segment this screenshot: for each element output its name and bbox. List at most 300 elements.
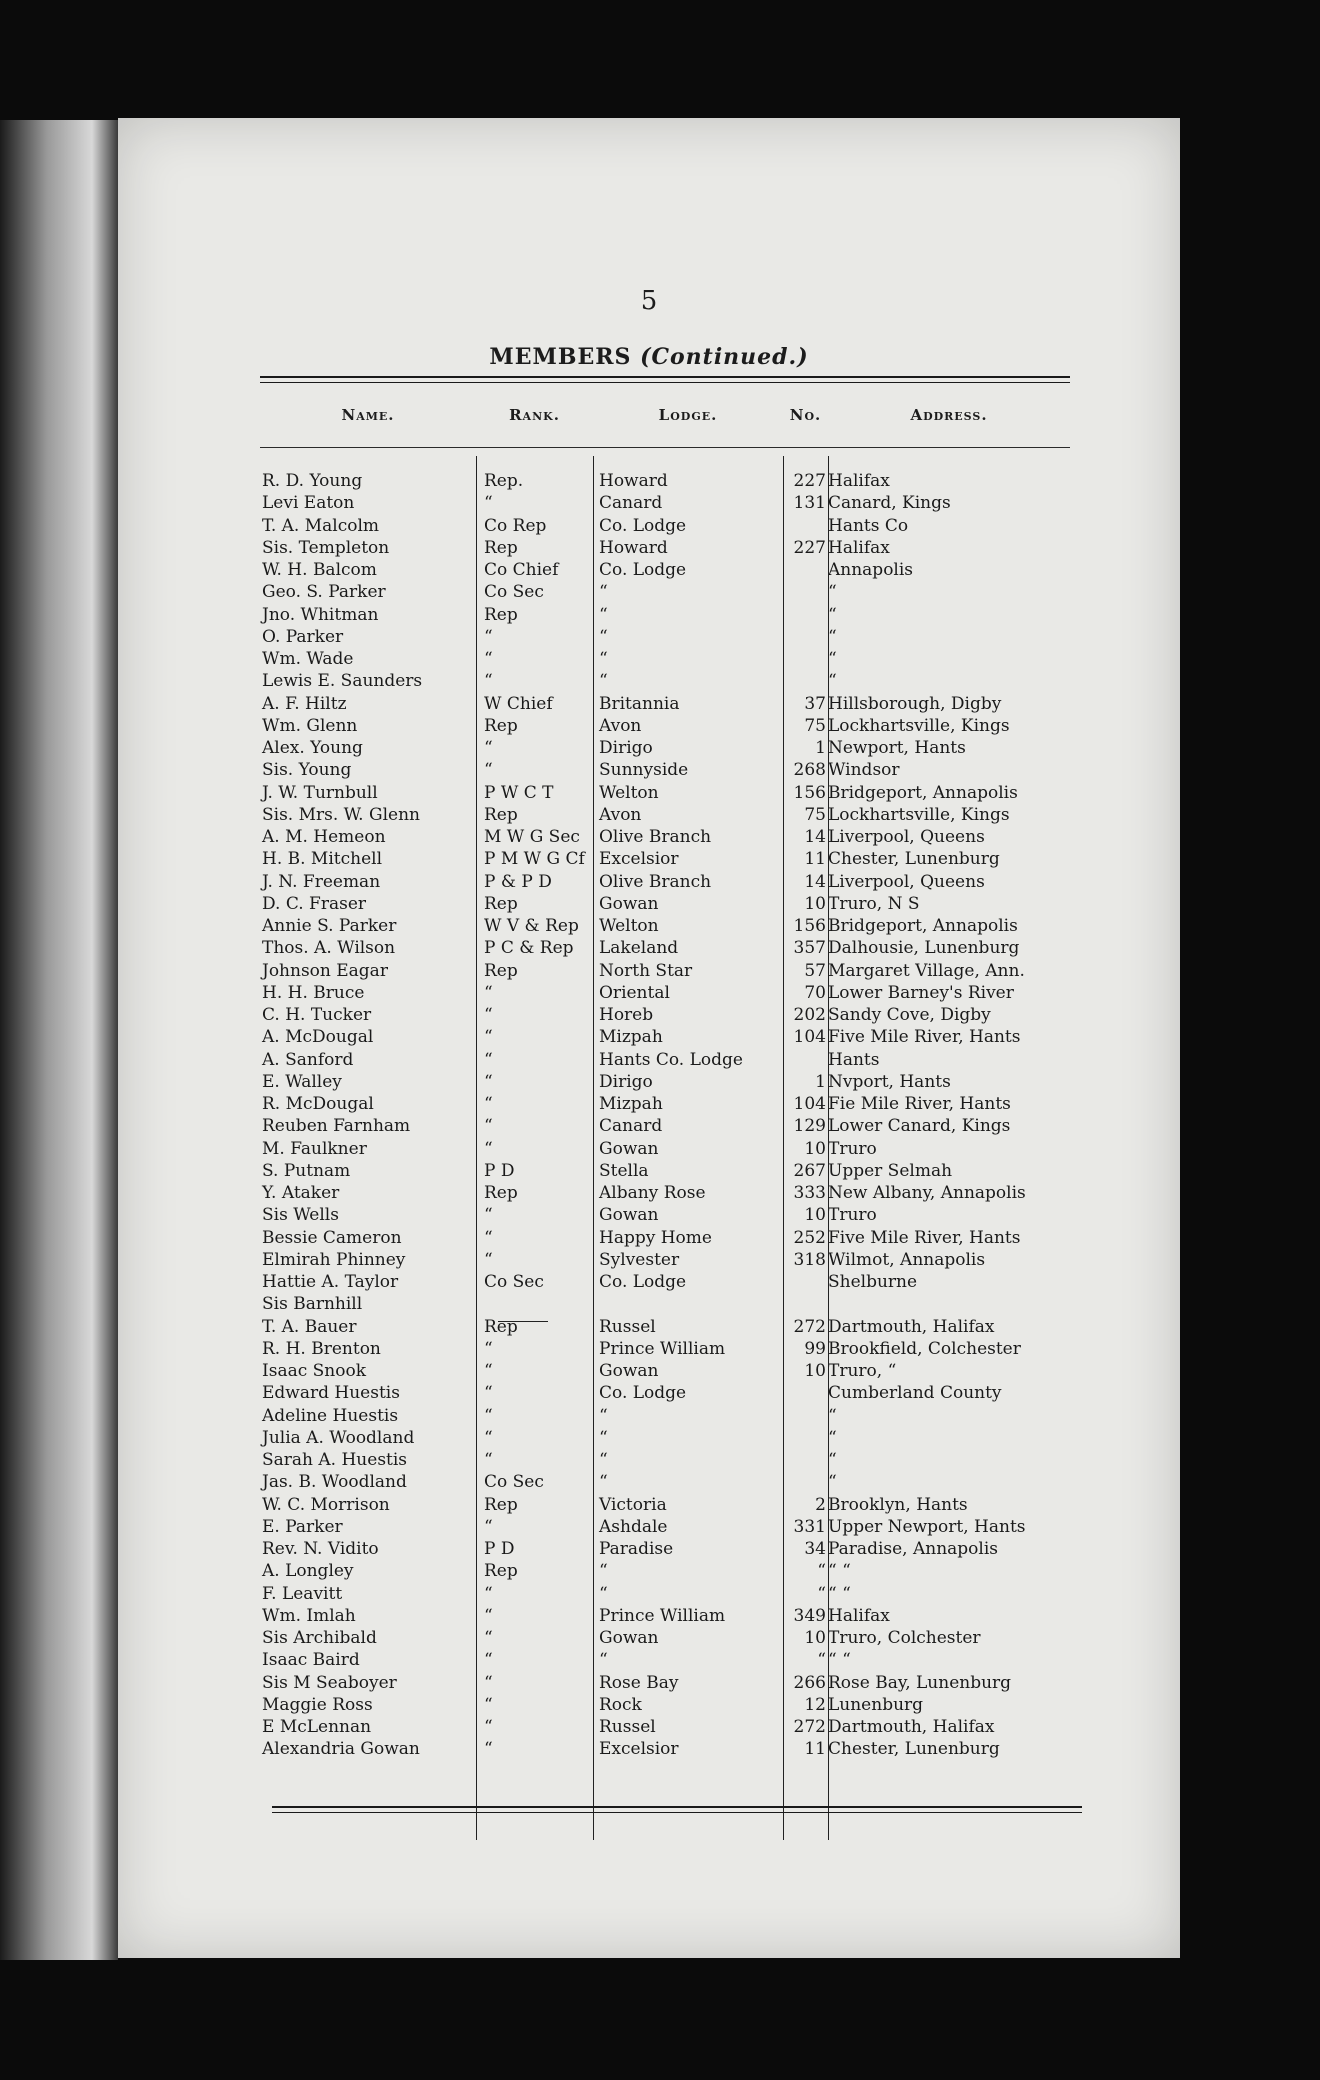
cell-name: Sis M Seaboyer <box>262 1672 397 1693</box>
cell-name: Geo. S. Parker <box>262 582 386 603</box>
cell-address: Wilmot, Annapolis <box>828 1249 986 1270</box>
header-rank: Rank. <box>509 406 560 424</box>
cell-name: F. Leavitt <box>262 1583 343 1604</box>
cell-name: R. McDougal <box>262 1094 374 1114</box>
cell-no: 10 <box>804 1138 826 1159</box>
cell-address: “ <box>828 582 837 603</box>
cell-rank: P C & Rep <box>484 938 574 959</box>
cell-lodge: “ <box>599 626 608 647</box>
table-row <box>260 1649 1070 1671</box>
cell-name: Hattie A. Taylor <box>262 1272 399 1292</box>
table-row <box>260 1071 1070 1093</box>
cell-rank: Co Sec <box>484 582 544 603</box>
cell-address: New Albany, Annapolis <box>828 1183 1026 1203</box>
cell-rank: “ <box>484 1049 493 1070</box>
cell-rank: “ <box>484 1450 493 1470</box>
table-row <box>260 1204 1070 1226</box>
title-continued: (Continued.) <box>640 344 809 370</box>
cell-lodge: Prince William <box>599 1338 726 1359</box>
table-row <box>260 1405 1070 1427</box>
cell-lodge: Olive Branch <box>599 871 712 892</box>
cell-no: 57 <box>804 960 826 981</box>
cell-address: Lunenburg <box>828 1694 924 1715</box>
cell-address: Truro, “ <box>828 1361 897 1381</box>
cell-address: Annapolis <box>828 560 914 580</box>
cell-lodge: Olive Branch <box>599 827 712 847</box>
cell-address: Halifax <box>828 471 890 491</box>
cell-rank: “ <box>484 1516 493 1537</box>
table-row <box>260 1004 1070 1026</box>
column-divider <box>828 456 829 1840</box>
table-row <box>260 1627 1070 1649</box>
cell-no: 156 <box>793 782 826 803</box>
cell-name: R. H. Brenton <box>262 1338 381 1359</box>
cell-address: Upper Selmah <box>828 1160 953 1181</box>
cell-name: Wm. Wade <box>262 649 354 669</box>
cell-no <box>783 515 828 537</box>
cell-rank: Rep <box>484 1183 518 1203</box>
cell-name: Levi Eaton <box>262 493 355 514</box>
cell-lodge: Co. Lodge <box>599 1272 687 1292</box>
cell-rank: “ <box>484 982 493 1003</box>
cell-lodge: Dirigo <box>599 1071 653 1092</box>
cell-rank: “ <box>484 738 493 758</box>
cell-lodge: “ <box>599 671 608 692</box>
cell-name: Wm. Glenn <box>262 715 358 736</box>
cell-name: Sis. Young <box>262 760 352 781</box>
cell-name: Isaac Baird <box>262 1650 360 1671</box>
cell-lodge: Horeb <box>599 1005 654 1025</box>
cell-rank: “ <box>484 1071 493 1092</box>
cell-no: 10 <box>804 1628 826 1648</box>
header-no: No. <box>789 406 822 424</box>
cell-name: Johnson Eagar <box>262 960 388 981</box>
cell-address: Hants Co <box>828 515 909 536</box>
cell-lodge: Co. Lodge <box>599 515 687 536</box>
cell-rank: P & P D <box>484 871 552 892</box>
cell-name: Wm. Imlah <box>262 1605 356 1626</box>
cell-lodge: Hants Co. Lodge <box>599 1049 743 1070</box>
cell-address: Margaret Village, Ann. <box>828 960 1025 981</box>
table-row <box>260 1138 1070 1160</box>
cell-lodge: “ <box>599 582 608 603</box>
cell-address: Chester, Lunenburg <box>828 1739 1000 1760</box>
table-row <box>260 1449 1070 1471</box>
cell-rank: Rep <box>484 604 518 625</box>
cell-address: “ <box>828 671 837 692</box>
cell-lodge: “ <box>599 1405 608 1426</box>
cell-no <box>783 1049 828 1071</box>
cell-lodge: “ <box>599 1583 608 1604</box>
cell-address: Truro, N S <box>828 893 920 914</box>
table-row <box>260 1427 1070 1449</box>
cell-no: 252 <box>793 1227 826 1248</box>
cell-no: 272 <box>793 1717 826 1737</box>
cell-rank: “ <box>484 1027 493 1048</box>
cell-lodge: Oriental <box>599 982 670 1003</box>
cell-rank: Rep <box>484 893 518 914</box>
cell-no: “ <box>817 1650 826 1671</box>
cell-no: 272 <box>793 1316 826 1337</box>
cell-no: 70 <box>804 982 826 1003</box>
cell-address: Five Mile River, Hants <box>828 1027 1021 1048</box>
cell-name: R. D. Young <box>262 471 363 491</box>
cell-rank <box>476 1293 593 1315</box>
cell-name: E. Walley <box>262 1071 342 1092</box>
cell-lodge <box>593 1293 783 1315</box>
cell-address: Truro <box>828 1205 877 1226</box>
cell-name: Alex. Young <box>262 738 363 758</box>
cell-lodge: Dirigo <box>599 738 653 758</box>
table-row <box>260 848 1070 870</box>
cell-lodge: Rose Bay <box>599 1672 679 1693</box>
table-row <box>260 982 1070 1004</box>
cell-rank: “ <box>484 1361 493 1381</box>
cell-address: Truro <box>828 1138 877 1159</box>
cell-rank: “ <box>484 1405 493 1426</box>
cell-name: Sis Archibald <box>262 1628 377 1648</box>
cell-no: 10 <box>804 1361 826 1381</box>
cell-no: 129 <box>793 1116 826 1137</box>
cell-rank: W Chief <box>484 693 553 714</box>
cell-lodge: Victoria <box>599 1494 667 1515</box>
cell-name: Sis. Templeton <box>262 537 390 558</box>
cell-name: H. B. Mitchell <box>262 849 383 870</box>
cell-rank: Rep <box>484 1316 518 1337</box>
table-row <box>260 1382 1070 1404</box>
cell-lodge: Howard <box>599 471 668 491</box>
cell-lodge: Howard <box>599 537 668 558</box>
cell-no <box>783 648 828 670</box>
cell-address: Dartmouth, Halifax <box>828 1717 995 1737</box>
cell-rank: “ <box>484 1094 493 1114</box>
cell-address: “ <box>828 649 837 669</box>
table-row <box>260 1115 1070 1137</box>
cell-lodge: Albany Rose <box>599 1183 706 1203</box>
cell-no: 10 <box>804 893 826 914</box>
table-row <box>260 715 1070 737</box>
table-row <box>260 1360 1070 1382</box>
cell-name: T. A. Malcolm <box>262 515 380 536</box>
cell-address: Bridgeport, Annapolis <box>828 916 1018 936</box>
cell-no: “ <box>817 1583 826 1604</box>
cell-rank: “ <box>484 1227 493 1248</box>
cell-lodge: Mizpah <box>599 1027 663 1048</box>
header-name: Name. <box>341 406 395 424</box>
cell-address: “ “ <box>828 1650 851 1671</box>
table-row <box>260 1338 1070 1360</box>
table-row <box>260 782 1070 804</box>
cell-rank: P D <box>484 1539 515 1559</box>
cell-name: Lewis E. Saunders <box>262 671 423 692</box>
cell-name: W. H. Balcom <box>262 560 377 580</box>
cell-name: Annie S. Parker <box>262 916 397 936</box>
cell-name: Julia A. Woodland <box>262 1427 415 1448</box>
cell-lodge: Gowan <box>599 1138 659 1159</box>
cell-name: Elmirah Phinney <box>262 1249 406 1270</box>
cell-lodge: North Star <box>599 960 693 981</box>
cell-rank: Rep <box>484 537 518 558</box>
cell-lodge: Paradise <box>599 1539 674 1559</box>
cell-address: Five Mile River, Hants <box>828 1227 1021 1248</box>
cell-name: Sis Wells <box>262 1205 339 1226</box>
table-row <box>260 1560 1070 1582</box>
cell-no <box>783 670 828 692</box>
cell-lodge: Avon <box>599 804 642 825</box>
cell-address: Newport, Hants <box>828 738 966 758</box>
cell-lodge: Avon <box>599 715 642 736</box>
cell-lodge: Sylvester <box>599 1249 680 1270</box>
cell-rank: “ <box>484 1583 493 1604</box>
cell-address: Sandy Cove, Digby <box>828 1005 991 1025</box>
cell-address: Fie Mile River, Hants <box>828 1094 1011 1114</box>
cell-name: A. M. Hemeon <box>262 827 386 847</box>
cell-address: “ <box>828 604 837 625</box>
cell-name: Y. Ataker <box>262 1183 340 1203</box>
cell-no: 11 <box>804 1739 826 1760</box>
cell-lodge: Co. Lodge <box>599 560 687 580</box>
cell-no: 1 <box>815 1071 826 1092</box>
cell-rank: “ <box>484 760 493 781</box>
table-row <box>260 1494 1070 1516</box>
table-row <box>260 581 1070 603</box>
cell-name: Jas. B. Woodland <box>262 1472 407 1493</box>
cell-rank: “ <box>484 626 493 647</box>
cell-rank: “ <box>484 1005 493 1025</box>
cell-rank: P D <box>484 1160 515 1181</box>
cell-name: A. F. Hiltz <box>262 693 347 714</box>
table-row <box>260 1605 1070 1627</box>
cell-rank: “ <box>484 1628 493 1648</box>
cell-lodge: Lakeland <box>599 938 679 959</box>
cell-name: J. N. Freeman <box>262 871 381 892</box>
cell-no: 75 <box>804 804 826 825</box>
cell-no: “ <box>817 1561 826 1582</box>
cell-no: 267 <box>793 1160 826 1181</box>
table-row <box>260 1538 1070 1560</box>
cell-no: 75 <box>804 715 826 736</box>
cell-address: Lockhartsville, Kings <box>828 804 1010 825</box>
short-rule <box>498 1321 548 1322</box>
cell-lodge: Excelsior <box>599 849 679 870</box>
cell-name: Edward Huestis <box>262 1383 400 1404</box>
cell-rank: Co Chief <box>484 560 559 580</box>
cell-rank: “ <box>484 1605 493 1626</box>
cell-rank: Rep <box>484 1494 518 1515</box>
cell-name: Jno. Whitman <box>262 604 379 625</box>
cell-address: Cumberland County <box>828 1383 1002 1404</box>
cell-rank: “ <box>484 1717 493 1737</box>
page-number: 5 <box>640 286 658 316</box>
table-row <box>260 915 1070 937</box>
cell-name: A. McDougal <box>262 1027 374 1048</box>
table-row <box>260 1093 1070 1115</box>
table-header <box>260 383 1070 447</box>
table-row <box>260 1227 1070 1249</box>
cell-name: S. Putnam <box>262 1160 351 1181</box>
cell-no: 104 <box>793 1094 826 1114</box>
cell-lodge: “ <box>599 604 608 625</box>
cell-lodge: Russel <box>599 1717 656 1737</box>
cell-rank: Rep <box>484 804 518 825</box>
table-row <box>260 1694 1070 1716</box>
cell-no <box>783 626 828 648</box>
table-row <box>260 1672 1070 1694</box>
cell-lodge: Stella <box>599 1160 649 1181</box>
cell-no: 10 <box>804 1205 826 1226</box>
cell-lodge: Gowan <box>599 1205 659 1226</box>
cell-lodge: Welton <box>599 916 659 936</box>
cell-lodge: Mizpah <box>599 1094 663 1114</box>
table-row <box>260 537 1070 559</box>
cell-address: Shelburne <box>828 1272 918 1292</box>
cell-lodge: Gowan <box>599 1628 659 1648</box>
cell-address: “ “ <box>828 1583 851 1604</box>
cell-address: Lower Barney's River <box>828 982 1014 1003</box>
document-page <box>118 118 1180 1958</box>
page-title <box>118 344 1180 370</box>
cell-no: 318 <box>793 1249 826 1270</box>
cell-address: Upper Newport, Hants <box>828 1516 1026 1537</box>
column-divider <box>593 456 594 1840</box>
cell-lodge: Britannia <box>599 693 680 714</box>
cell-no: 268 <box>793 760 826 781</box>
cell-no <box>783 581 828 603</box>
cell-no <box>783 604 828 626</box>
table-row <box>260 1026 1070 1048</box>
cell-name: T. A. Bauer <box>262 1316 357 1337</box>
cell-rank: “ <box>484 1116 493 1137</box>
cell-address: Dalhousie, Lunenburg <box>828 938 1020 959</box>
cell-no: 131 <box>793 493 826 514</box>
table-row <box>260 804 1070 826</box>
cell-address: “ <box>828 626 837 647</box>
cell-no: 34 <box>804 1539 826 1559</box>
cell-name: Sis Barnhill <box>262 1294 363 1315</box>
cell-rank: “ <box>484 1672 493 1693</box>
cell-name: Adeline Huestis <box>262 1405 399 1426</box>
table-body <box>260 448 1070 1761</box>
cell-no: 331 <box>793 1516 826 1537</box>
cell-rank: Rep <box>484 715 518 736</box>
cell-no: 227 <box>793 471 826 491</box>
cell-rank: “ <box>484 1739 493 1760</box>
cell-address: Chester, Lunenburg <box>828 849 1000 870</box>
table-row <box>260 871 1070 893</box>
table-row <box>260 670 1070 692</box>
cell-no <box>783 1427 828 1449</box>
cell-lodge: “ <box>599 1561 608 1582</box>
cell-rank: “ <box>484 1249 493 1270</box>
cell-no <box>783 1271 828 1293</box>
cell-address: Hants <box>828 1049 880 1070</box>
cell-rank: “ <box>484 1650 493 1671</box>
cell-no: 156 <box>793 916 826 936</box>
cell-no: 14 <box>804 871 826 892</box>
cell-no: 1 <box>815 738 826 758</box>
cell-address: Halifax <box>828 537 890 558</box>
cell-no: 357 <box>793 938 826 959</box>
column-divider <box>783 456 784 1840</box>
cell-rank: “ <box>484 1338 493 1359</box>
cell-address: Canard, Kings <box>828 493 951 514</box>
cell-lodge: Ashdale <box>599 1516 668 1537</box>
cell-rank: Co Rep <box>484 515 547 536</box>
table-row <box>260 1471 1070 1493</box>
cell-lodge: Happy Home <box>599 1227 712 1248</box>
cell-address: Paradise, Annapolis <box>828 1539 999 1559</box>
cell-rank: “ <box>484 1427 493 1448</box>
cell-name: E. Parker <box>262 1516 343 1537</box>
cell-lodge: Gowan <box>599 893 659 914</box>
cell-name: Reuben Farnham <box>262 1116 411 1137</box>
cell-address: Bridgeport, Annapolis <box>828 782 1018 803</box>
cell-lodge: “ <box>599 1650 608 1671</box>
table-row <box>260 960 1070 982</box>
cell-no: 333 <box>793 1183 826 1203</box>
table-row <box>260 693 1070 715</box>
cell-name: Isaac Snook <box>262 1361 367 1381</box>
cell-address: Halifax <box>828 1605 890 1626</box>
cell-lodge: Sunnyside <box>599 760 689 781</box>
table-row <box>260 1160 1070 1182</box>
cell-no: 202 <box>793 1005 826 1025</box>
cell-address: Lockhartsville, Kings <box>828 715 1010 736</box>
table-row <box>260 759 1070 781</box>
table-row <box>260 1516 1070 1538</box>
cell-lodge: “ <box>599 1427 608 1448</box>
cell-address: Liverpool, Queens <box>828 871 985 892</box>
cell-name: Rev. N. Vidito <box>262 1539 379 1559</box>
cell-no: 11 <box>804 849 826 870</box>
table-row <box>260 893 1070 915</box>
cell-name: A. Longley <box>262 1561 354 1582</box>
cell-address: Liverpool, Queens <box>828 827 985 847</box>
cell-name: Bessie Cameron <box>262 1227 402 1248</box>
table-row <box>260 559 1070 581</box>
table-row <box>260 1249 1070 1271</box>
cell-no: 14 <box>804 827 826 847</box>
cell-address <box>828 1293 1070 1315</box>
cell-rank: Rep <box>484 960 518 981</box>
bottom-double-rule <box>272 1806 1082 1813</box>
cell-rank: Co Sec <box>484 1272 544 1292</box>
cell-rank: “ <box>484 493 493 514</box>
cell-rank: “ <box>484 1694 493 1715</box>
cell-address: Lower Canard, Kings <box>828 1116 1011 1137</box>
cell-address: Truro, Colchester <box>828 1628 981 1648</box>
cell-no <box>783 1382 828 1404</box>
table-row <box>260 1271 1070 1293</box>
cell-rank: Rep <box>484 1561 518 1582</box>
top-double-rule <box>260 376 1070 383</box>
cell-name: Sarah A. Huestis <box>262 1450 408 1470</box>
cell-lodge: Co. Lodge <box>599 1383 687 1404</box>
cell-lodge: Canard <box>599 493 663 514</box>
cell-no <box>783 1405 828 1427</box>
table-row <box>260 1738 1070 1760</box>
cell-no <box>783 559 828 581</box>
cell-address: Hillsborough, Digby <box>828 693 1002 714</box>
cell-name: J. W. Turnbull <box>262 782 378 803</box>
cell-name: H. H. Bruce <box>262 982 365 1003</box>
cell-name: D. C. Fraser <box>262 893 367 914</box>
cell-lodge: Rock <box>599 1694 642 1715</box>
cell-address: Windsor <box>828 760 900 781</box>
cell-lodge: “ <box>599 1472 608 1493</box>
cell-no <box>783 1471 828 1493</box>
cell-no: 99 <box>804 1338 826 1359</box>
